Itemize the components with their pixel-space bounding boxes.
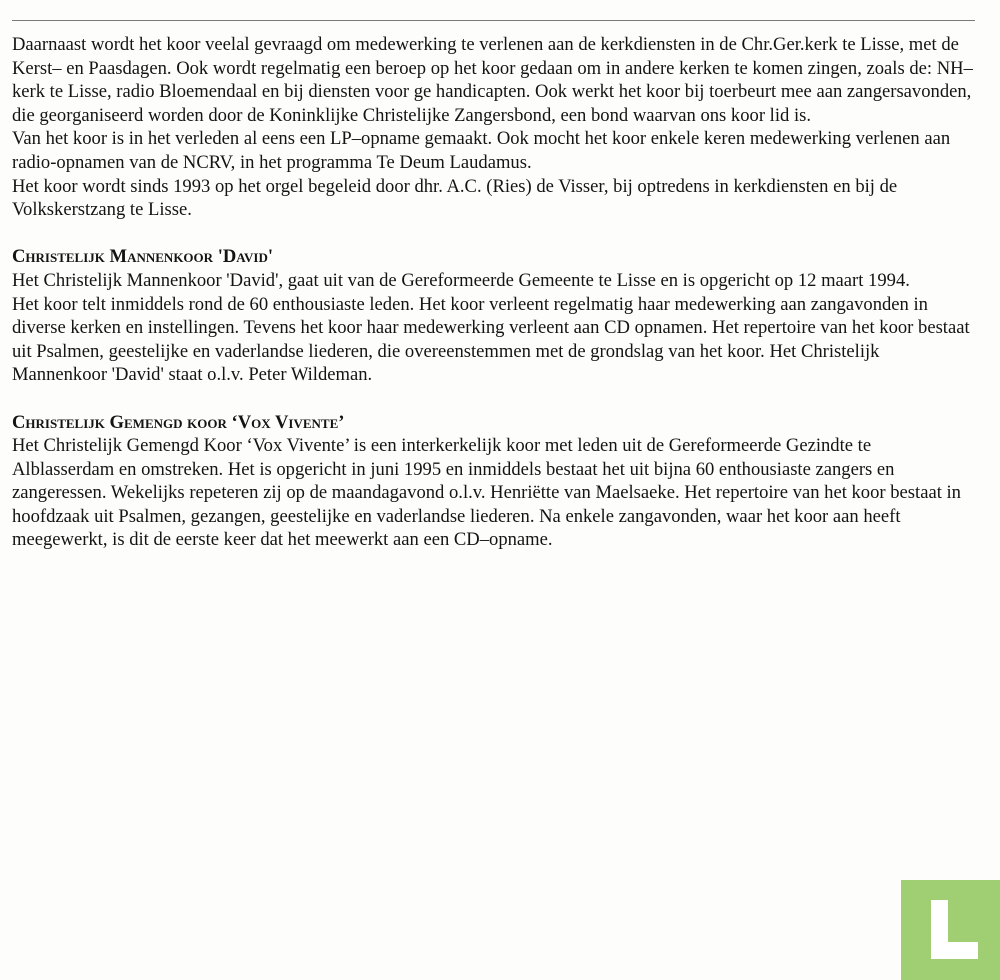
top-divider (12, 20, 975, 21)
intro-paragraph-2: Van het koor is in het verleden al eens een LP–opname gemaakt. Ook mocht het koor enkele keren medewerking verlenen aan radio-opnamen van de NCRV, in het programma Te Deum Laudamus. (12, 128, 951, 173)
intro-section (12, 33, 975, 222)
intro-paragraph-3: Het koor wordt sinds 1993 op het orgel begeleid door dhr. A.C. (Ries) de Visser, bij optredens in kerkdiensten en bij de Volkskerstzang te Lisse. (12, 175, 898, 221)
section-vox-vivente-paragraph-1: Het Christelijk Gemengd Koor ‘Vox Vivente’ is een interkerkelijk koor met leden uit de Gereformeerde Gezindte te Alblasserdam en omstreken. Het is opgericht in juni 1995 en inmiddels bestaat het uit bijna 60 enthousiaste zangers en zangeressen. Wekelijks repeteren zij op de maandagavond o.l.v. Henriëtte van Maelsaeke. Het repertoire van het koor bestaat in hoofdzaak uit Psalmen, gezangen, geestelijke en vaderlandse liederen. Na enkele zangavonden, waar het koor aan heeft meegewerkt, is dit de eerste keer dat het meewerkt aan een CD–opname. (12, 435, 961, 551)
document-body (12, 33, 975, 552)
section-heading-david: Christelijk Mannenkoor 'David' (12, 246, 274, 268)
l-logo-icon (901, 880, 1000, 980)
section-vox-vivente (12, 411, 975, 553)
l-logo-horizontal-stroke (931, 942, 978, 959)
section-david-paragraph-2: Het koor telt inmiddels rond de 60 enthousiaste leden. Het koor verleent regelmatig haar medewerking aan zangavonden in diverse kerken en instellingen. Tevens het koor haar medewerking verleent aan CD opnamen. Het repertoire van het koor bestaat uit Psalmen, geestelijke en vaderlandse liederen, die overeenstemmen met de grondslag van het koor. Het Christelijk Mannenkoor 'David' staat o.l.v. Peter Wildeman. (12, 293, 970, 386)
section-david (12, 245, 975, 387)
intro-paragraph-1: Daarnaast wordt het koor veelal gevraagd om medewerking te verlenen aan de kerkdiensten in de Chr.Ger.kerk te Lisse, met de Kerst– en Paasdagen. Ook wordt regelmatig een beroep op het koor gedaan om in andere kerken te komen zingen, zoals de: NH–kerk te Lisse, radio Bloemendaal en bij diensten voor ge handicapten. Ook werkt het koor bij toerbeurt mee aan zangersavonden, die georganiseerd worden door de Koninklijke Christelijke Zangersbond, een bond waarvan ons koor lid is. (12, 34, 973, 126)
section-david-paragraph-1: Het Christelijk Mannenkoor 'David', gaat uit van de Gereformeerde Gemeente te Lisse en is opgericht op 12 maart 1994. (12, 269, 910, 291)
section-heading-vox-vivente: Christelijk Gemengd koor ‘Vox Vivente’ (12, 411, 345, 433)
